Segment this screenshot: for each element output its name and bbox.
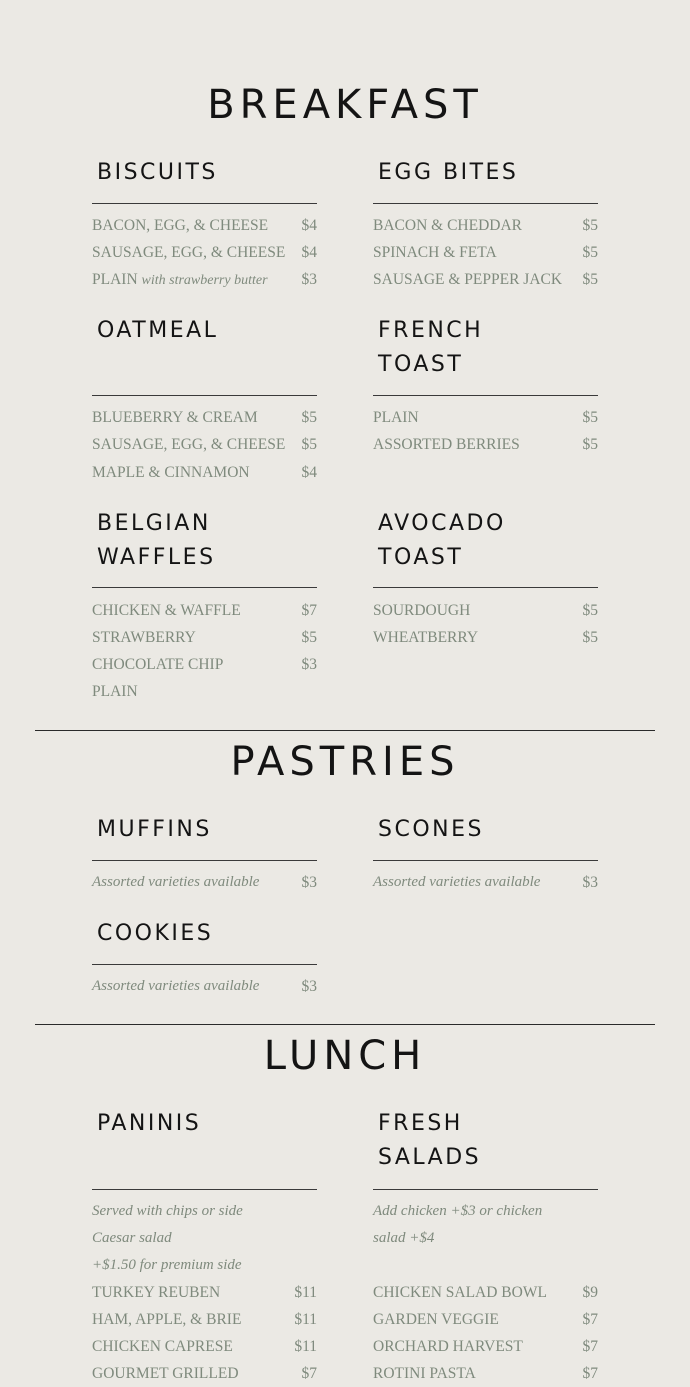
menu-item: ROTINI PASTA $7	[373, 1364, 598, 1382]
scones-divider	[373, 860, 598, 861]
menu-item: CHOCOLATE CHIP $3	[92, 655, 317, 673]
menu-item: GARDEN VEGGIE $7	[373, 1310, 598, 1328]
paninis-divider	[92, 1189, 317, 1190]
menu-item: STRAWBERRY $5	[92, 628, 317, 646]
menu-item: CHICKEN SALAD BOWL $9	[373, 1283, 598, 1301]
french-toast-divider	[373, 395, 598, 396]
menu-item: SPINACH & FETA $5	[373, 243, 598, 261]
item-note: +$1.50 for premium side	[92, 1257, 242, 1273]
menu-item: PLAIN	[92, 682, 138, 700]
cookies-title: COOKIES	[97, 921, 214, 946]
muffins-divider	[92, 860, 317, 861]
fresh-salads-title: FRESH SALADS	[378, 1111, 482, 1170]
egg-bites-divider	[373, 203, 598, 204]
menu-item: BACON, EGG, & CHEESE $4	[92, 216, 317, 234]
oatmeal-title: OATMEAL	[97, 318, 219, 343]
oatmeal-divider	[92, 395, 317, 396]
menu-item: CHICKEN CAPRESE $11	[92, 1337, 317, 1355]
breakfast-title: BREAKFAST	[207, 82, 483, 128]
menu-item: ORCHARD HARVEST $7	[373, 1337, 598, 1355]
lunch-title: LUNCH	[263, 1033, 427, 1079]
item-note: Add chicken +$3 or chicken	[373, 1203, 543, 1219]
menu-item: TURKEY REUBEN $11	[92, 1283, 317, 1301]
egg-bites-title: EGG BITES	[378, 160, 519, 185]
muffins-title: MUFFINS	[97, 817, 212, 842]
menu-item: Assorted varieties available $3	[92, 977, 317, 995]
biscuits-divider	[92, 203, 317, 204]
menu-item: WHEATBERRY $5	[373, 628, 598, 646]
menu-item: HAM, APPLE, & BRIE $11	[92, 1310, 317, 1328]
menu-item: Assorted varieties available $3	[373, 873, 598, 891]
menu-item: MAPLE & CINNAMON $4	[92, 463, 317, 481]
menu-item: BLUEBERRY & CREAM $5	[92, 408, 317, 426]
fresh-salads-divider	[373, 1189, 598, 1190]
paninis-title: PANINIS	[97, 1111, 202, 1136]
belgian-waffles-title: BELGIAN WAFFLES	[97, 511, 216, 570]
menu-item: ASSORTED BERRIES $5	[373, 435, 598, 453]
item-note: with strawberry butter	[141, 272, 268, 288]
menu-item: SOURDOUGH $5	[373, 601, 598, 619]
avocado-toast-divider	[373, 587, 598, 588]
menu-item: SAUSAGE & PEPPER JACK $5	[373, 270, 598, 288]
pastries-title: PASTRIES	[230, 739, 460, 785]
scones-title: SCONES	[378, 817, 484, 842]
french-toast-title: FRENCH TOAST	[378, 318, 484, 377]
item-note: salad +$4	[373, 1230, 435, 1246]
section-divider	[35, 1024, 655, 1025]
item-note: Caesar salad	[92, 1230, 172, 1246]
menu-item: BACON & CHEDDAR $5	[373, 216, 598, 234]
menu-item: PLAIN with strawberry butter $3	[92, 270, 317, 288]
menu-item: PLAIN $5	[373, 408, 598, 426]
cookies-divider	[92, 964, 317, 965]
belgian-waffles-divider	[92, 587, 317, 588]
section-divider	[35, 730, 655, 731]
item-note: Served with chips or side	[92, 1203, 243, 1219]
menu-item: SAUSAGE, EGG, & CHEESE $4	[92, 243, 317, 261]
menu-item: GOURMET GRILLED $7	[92, 1364, 317, 1382]
menu-item: CHICKEN & WAFFLE $7	[92, 601, 317, 619]
biscuits-title: BISCUITS	[97, 160, 218, 185]
menu-item: Assorted varieties available $3	[92, 873, 317, 891]
avocado-toast-title: AVOCADO TOAST	[378, 511, 506, 570]
menu-item: SAUSAGE, EGG, & CHEESE $5	[92, 435, 317, 453]
